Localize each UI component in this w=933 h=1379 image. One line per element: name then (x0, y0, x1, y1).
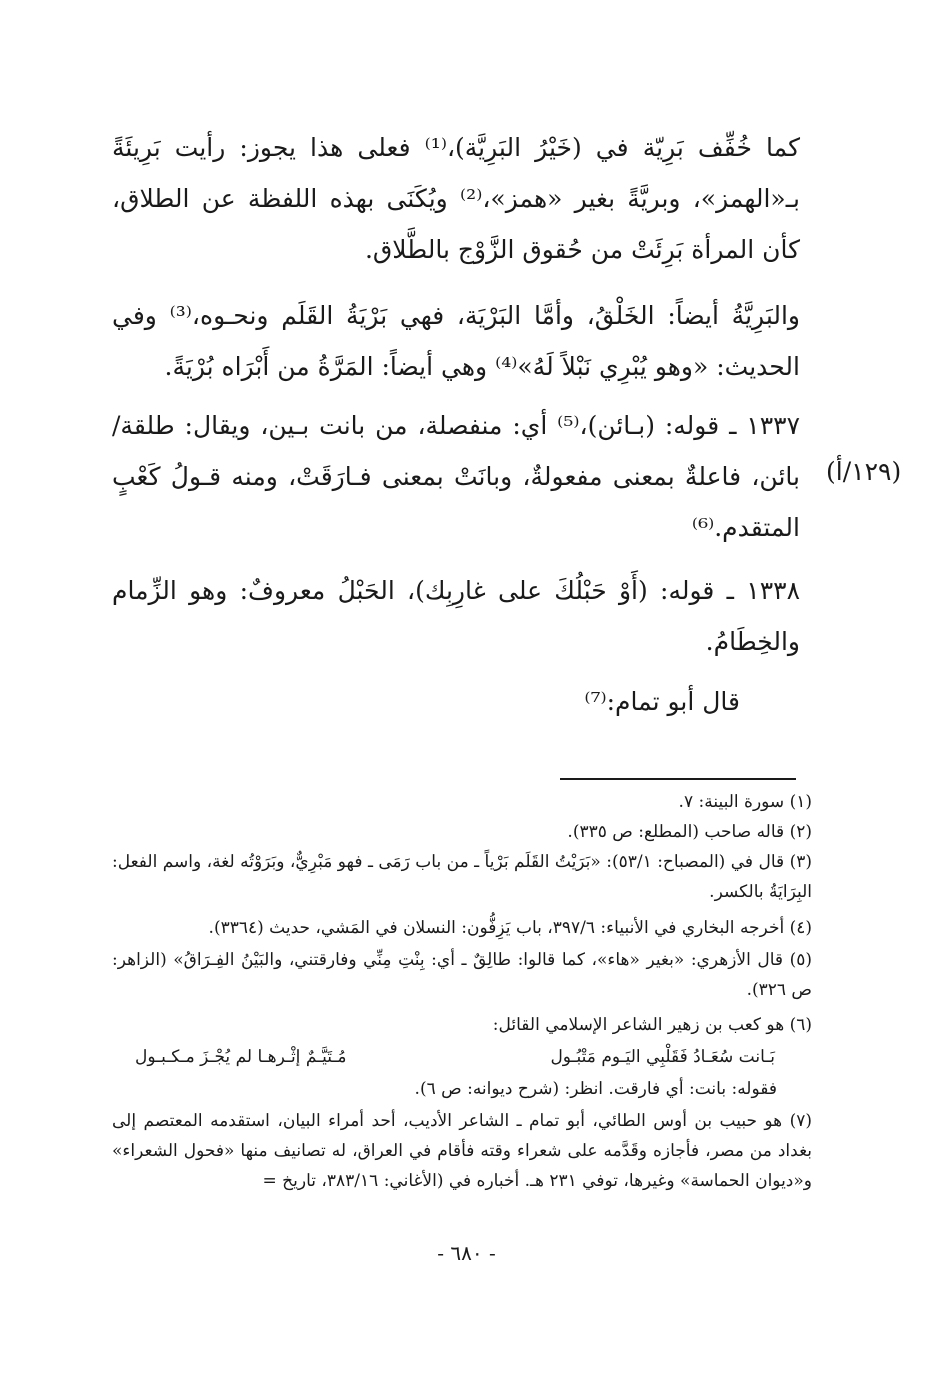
footnote-5: (٥) قال الأزهري: «بغير «هاء»، كما قالوا: طالِقٌ ـ أي: بِنْتِ مِنِّي وفارقتني، والبَيْنُ الفِـرَاقُ» (الزاهر: ص ٣٢٦). (112, 950, 812, 1000)
paragraph-3: ١٣٣٧ ـ قوله: (بـائن)،⁽⁵⁾ أي: منفصلة، من بانت بـين، ويقال: طلقة/ بائن، فاعلةٌ بمعنى مفعولةٌ، وبانَتْ بمعنى فـارَقَتْ، ومنه قـولُ كَعْبٍ المتقدم.⁽⁶⁾ (112, 411, 801, 542)
footnote-6-verse (135, 1042, 775, 1072)
footnote-4: (٤) أخرجه البخاري في الأنبياء: ٣٩٧/٦، باب يَزِفُّون: النسلان في المَشي، حديث (٣٣٦٤). (208, 918, 812, 938)
paragraph-5: قال أبو تمام:⁽⁷⁾ (584, 687, 740, 716)
paragraph-1: كما خُفِّف بَرِيّة في (خَيْرُ البَرِيَّة)،⁽¹⁾ فعلى هذا يجوز: رأيت بَرِيئَةً بـ«الهمز»، وبريَّةً بغير «همز»،⁽²⁾ ويُكَنَى بهذه اللفظة عن الطلاق، كأن المرأة بَرِئَتْ من حُقوق الزَّوْج بالطَّلاق. (112, 133, 801, 264)
verse-first-hemistich: بَـانت سُعَـادُ فَقَلْبِي اليَـوم مَتْبُـول (550, 1047, 775, 1067)
footnote-3: (٣) قال في (المصباح: ٥٣/١): «بَرَيْتُ القَلَم بَرْياً ـ من باب رَمَى ـ فهو مَبْرِيٌّ، وبَرَوْتُه لغة، واسم الفعل: البِرَايَةُ بالكسر. (112, 852, 812, 902)
marginal-folio-note: (١٢٩/أ) (826, 457, 902, 486)
verse-second-hemistich: مُـتَيَّـمٌ إثْـرهـا لم يُجْـزَ مـكـبـول (135, 1047, 347, 1067)
footnote-6-commentary: فقوله: بانت: أي فارقت. انظر: (شرح ديوانه: ص ٦). (414, 1079, 777, 1099)
paragraph-2: والبَرِيَّةُ أيضاً: الخَلْقُ، وأمَّا البَرْيَة، فهي بَرْيَةُ القَلَم ونحـوه،⁽³⁾ وفي الحديث: «وهو يُبْرِي نَبْلاً لَهُ»⁽⁴⁾ وهي أيضاً: المَرَّةُ من أَبْرَاه بُرْيَةً. (112, 301, 800, 381)
paragraph-4: ١٣٣٨ ـ قوله: (أَوْ حَبْلُكَ على غارِبِك)، الحَبْلُ معروفٌ: وهو الزِّمام والخِطَامُ. (112, 576, 800, 656)
footnote-6: (٦) هو كعب بن زهير الشاعر الإسلامي القائل: (492, 1015, 812, 1035)
page-number: - ٦٨٠ - (437, 1241, 496, 1265)
footnote-1: (١) سورة البينة: ٧. (678, 792, 812, 812)
footnote-7: (٧) هو حبيب بن أوس الطائي، أبو تمام ـ الشاعر الأديب، أحد أمراء البيان، استقدمه المعتصم إلى بغداد من مصر، فأجازه وقَدَّمه على شعراء وقته فأقام في العراق، له تصانيف منها «فحول الشعراء» و«ديوان الحماسة» وغيرها، توفي ٢٣١ هـ. أخباره في (الأغاني: ٣٨٣/١٦، تاريخ = (112, 1111, 812, 1191)
footnote-separator (560, 778, 796, 780)
footnote-2: (٢) قاله صاحب (المطلع: ص ٣٣٥). (567, 822, 812, 842)
